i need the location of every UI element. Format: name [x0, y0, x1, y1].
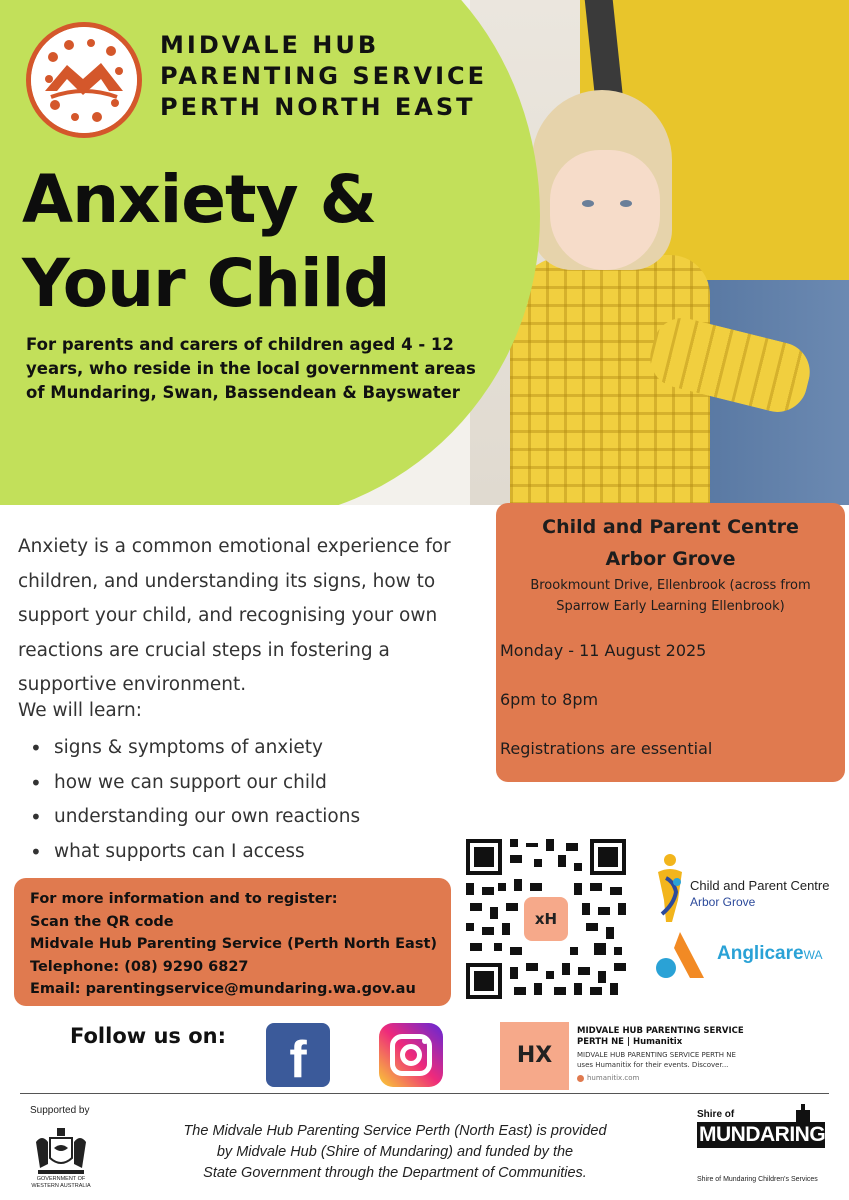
- venue-name-line: Child and Parent Centre: [542, 516, 799, 538]
- event-time: 6pm to 8pm: [500, 690, 599, 709]
- shire-label: Shire of: [697, 1109, 735, 1120]
- hx-title-line: MIDVALE HUB PARENTING SERVICE: [577, 1026, 744, 1036]
- venue-details-box: [496, 503, 845, 782]
- funding-statement: [162, 1121, 628, 1184]
- supported-by-label: Supported by: [30, 1105, 90, 1116]
- learn-list: [30, 731, 360, 869]
- follow-us-label: Follow us on:: [70, 1024, 226, 1048]
- shire-tower-icon: [792, 1104, 814, 1122]
- humanitix-card-description: [577, 1051, 736, 1070]
- org-name-line: MIDVALE HUB: [160, 31, 380, 59]
- registration-note: Registrations are essential: [500, 739, 713, 758]
- anglicare-name: Anglicare: [717, 943, 804, 964]
- list-item: • what supports can I access: [30, 835, 360, 870]
- shire-caption: Shire of Mundaring Children's Services: [697, 1176, 818, 1183]
- cpc-logo-line: Arbor Grove: [690, 895, 756, 909]
- cpc-logo-line: Child and Parent Centre: [690, 878, 830, 893]
- hx-desc-line: MIDVALE HUB PARENTING SERVICE PERTH NE: [577, 1051, 736, 1059]
- humanitix-card-url: humanitix.com: [587, 1074, 640, 1082]
- audience-text: For parents and carers of children aged 4 - 12 years, who reside in the local government areas of Mundaring, Swan, Bassendean & Bayswater: [26, 335, 476, 402]
- government-wa-label: [30, 1176, 92, 1190]
- humanitix-card-title: [577, 1026, 744, 1048]
- hx-title-line: PERTH NE | Humanitix: [577, 1037, 683, 1047]
- title-line: Anxiety &: [22, 161, 377, 238]
- photo-child-eye: [582, 200, 594, 207]
- humanitix-qr-badge: xH: [524, 897, 568, 941]
- list-item: • signs & symptoms of anxiety: [30, 731, 360, 766]
- anglicare-wordmark: [717, 943, 822, 965]
- humanitix-favicon-icon: [577, 1075, 584, 1082]
- gov-label-line: GOVERNMENT OF: [36, 1176, 86, 1182]
- funding-statement-line: by Midvale Hub (Shire of Mundaring) and funded by the: [216, 1144, 574, 1160]
- title-line: Your Child: [22, 245, 390, 322]
- venue-name-line: Arbor Grove: [605, 548, 736, 570]
- list-item: • understanding our own reactions: [30, 800, 360, 835]
- organisation-name: [160, 30, 487, 123]
- email-link[interactable]: Email: parentingservice@mundaring.wa.gov.au: [30, 981, 416, 997]
- org-name-line: PARENTING SERVICE: [160, 62, 488, 90]
- funding-statement-line: State Government through the Department of Communities.: [203, 1165, 587, 1181]
- humanitix-logo: HX: [500, 1022, 569, 1090]
- registration-heading: For more information and to register:: [30, 891, 338, 907]
- registration-line: Scan the QR code: [30, 913, 174, 930]
- registration-line: Midvale Hub Parenting Service (Perth North East): [30, 936, 438, 952]
- midvale-hub-logo: [26, 22, 142, 138]
- list-item: • how we can support our child: [30, 766, 360, 801]
- anglicare-logo-icon: [652, 930, 712, 982]
- gov-label-line: WESTERN AUSTRALIA: [31, 1183, 91, 1189]
- humanitix-link-card[interactable]: [500, 1022, 760, 1090]
- funding-statement-line: The Midvale Hub Parenting Service Perth (North East) is provided: [183, 1123, 607, 1139]
- shire-of-mundaring-logo: MUNDARING: [699, 1123, 826, 1146]
- event-date: Monday - 11 August 2025: [500, 641, 707, 660]
- photo-child-eye: [620, 200, 632, 207]
- midvale-hub-logo-icon: [31, 27, 137, 133]
- venue-name: [496, 511, 845, 575]
- org-name-line: PERTH NORTH EAST: [160, 93, 476, 121]
- venue-address: Brookmount Drive, Ellenbrook (across from Sparrow Early Learning Ellenbrook): [530, 578, 811, 614]
- anglicare-wa: WA: [803, 948, 823, 962]
- telephone[interactable]: Telephone: (08) 9290 6827: [30, 958, 249, 975]
- footer-divider: [20, 1093, 829, 1094]
- wa-government-crest-icon: [30, 1124, 92, 1182]
- instagram-icon[interactable]: [379, 1023, 443, 1087]
- instagram-icon-dot: [422, 1038, 428, 1044]
- child-parent-centre-logo: [690, 877, 829, 911]
- registration-info-box: [14, 878, 451, 1006]
- instagram-icon-lens: [400, 1044, 422, 1066]
- facebook-icon[interactable]: f: [266, 1023, 330, 1087]
- photo-child-face: [550, 150, 660, 270]
- learn-heading: We will learn:: [18, 700, 142, 721]
- hx-desc-line: uses Humanitix for their events. Discover...: [577, 1060, 729, 1069]
- page-title: [22, 158, 390, 326]
- intro-paragraph: Anxiety is a common emotional experience for children, and understanding its signs, how to support your child, and recognising your own reactions are crucial steps in fostering a supportive environment.: [18, 536, 451, 695]
